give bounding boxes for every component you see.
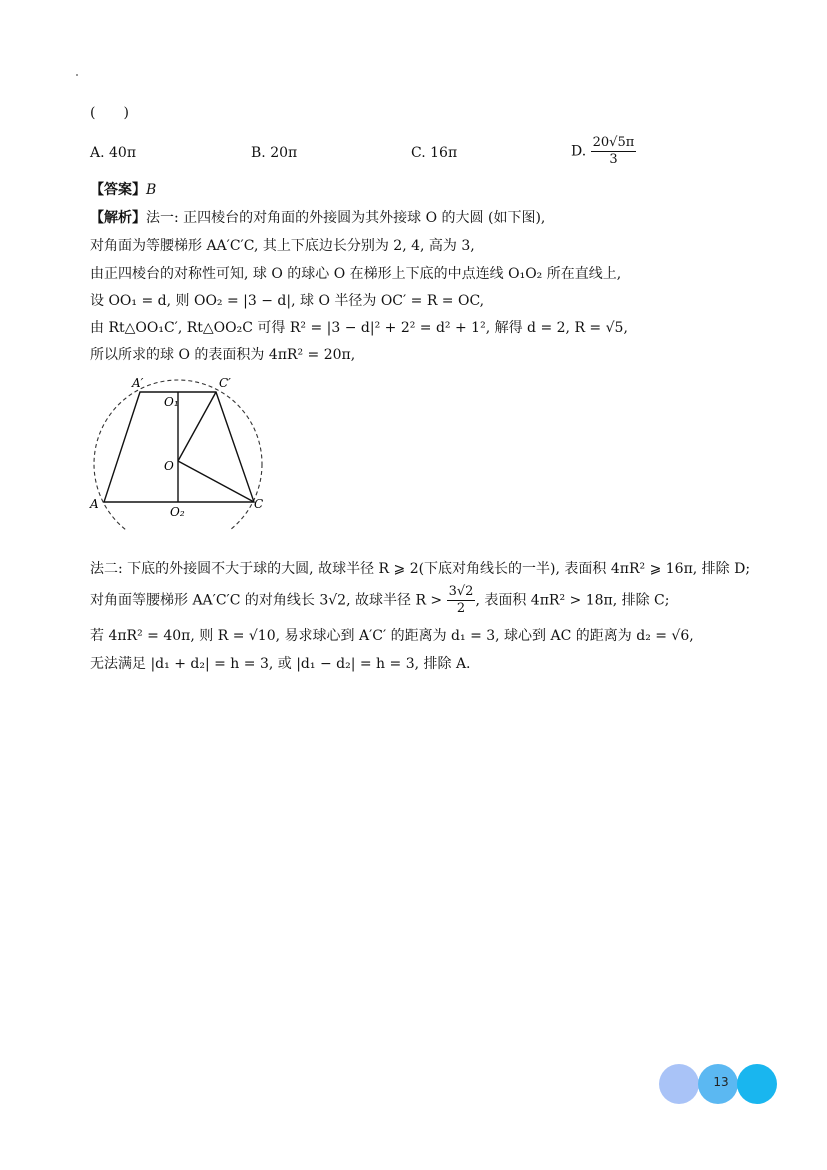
option-d-fraction (591, 135, 637, 168)
badge-circle-right (737, 1064, 777, 1104)
page-number: 13 (713, 1075, 729, 1089)
badge-circle-left (659, 1064, 699, 1104)
solution-line-2: 对角面为等腰梯形 AA′C′C, 其上下底边长分别为 2, 4, 高为 3, (90, 238, 475, 254)
option-a (90, 144, 136, 162)
option-d-numerator: 20√5π (592, 135, 635, 150)
label-a: A (90, 497, 99, 511)
option-c (411, 144, 457, 162)
method2-denominator: 2 (456, 601, 466, 616)
label-o: O (164, 459, 174, 473)
label-c: C (254, 497, 264, 511)
method2-line-2-after: , 表面积 4πR² > 18π, 排除 C; (475, 592, 670, 609)
solution-text-1: 法一: 正四棱台的对角面的外接圆为其外接球 O 的大圆 (如下图), (146, 210, 546, 226)
option-d-letter: D. (571, 143, 587, 160)
solution-line-5: 由 Rt△OO₁C′, Rt△OO₂C 可得 R² = |3 − d|² + 2² = d² + 1², 解得 d = 2, R = √5, (90, 320, 628, 336)
trapezoid-circle-figure (86, 370, 286, 530)
option-d (571, 135, 636, 168)
answer-value: B (146, 182, 157, 198)
method2-line-3: 若 4πR² = 40π, 则 R = √10, 易求球心到 A′C′ 的距离为 d₁ = 3, 球心到 AC 的距离为 d₂ = √6, (90, 628, 694, 644)
solution-line-3: 由正四棱台的对称性可知, 球 O 的球心 O 在梯形上下底的中点连线 O₁O₂ 所在直线上, (90, 266, 622, 282)
option-b-letter: B. (251, 145, 266, 161)
solution-line-6: 所以所求的球 O 的表面积为 4πR² = 20π, (90, 347, 356, 363)
method2-line-4: 无法满足 |d₁ + d₂| = h = 3, 或 |d₁ − d₂| = h = 3, 排除 A. (90, 656, 471, 672)
option-c-letter: C. (411, 145, 426, 161)
label-o1: O₁ (164, 395, 179, 409)
isosceles-trapezoid (104, 392, 254, 502)
question-bracket: ( ) (90, 105, 129, 121)
answer (90, 181, 156, 199)
option-b-value: 20π (270, 145, 298, 161)
option-d-denominator: 3 (609, 152, 618, 167)
solution-label: 【解析】 (90, 210, 146, 226)
method2-fraction (447, 584, 476, 617)
answer-label: 【答案】 (90, 182, 146, 198)
method2-line-2-before: 对角面等腰梯形 AA′C′C 的对角线长 3√2, 故球半径 R > (90, 592, 443, 609)
option-a-value: 40π (109, 145, 137, 161)
segment-o-c-top (178, 392, 216, 461)
solution-line-1 (90, 209, 545, 227)
method2-line-1: 法二: 下底的外接圆不大于球的大圆, 故球半径 R ⩾ 2(下底对角线长的一半), 表面积 4πR² ⩾ 16π, 排除 D; (90, 561, 751, 577)
solution-line-4: 设 OO₁ = d, 则 OO₂ = |3 − d|, 球 O 半径为 OC′ = R = OC, (90, 293, 485, 309)
label-o2: O₂ (170, 505, 185, 519)
label-c-prime: C′ (219, 376, 231, 390)
corner-mark (76, 74, 78, 76)
option-a-letter: A. (90, 145, 105, 161)
option-b (251, 144, 297, 162)
label-a-prime: A′ (132, 376, 144, 390)
method2-line-2 (90, 584, 670, 617)
method2-numerator: 3√2 (448, 584, 474, 599)
option-c-value: 16π (430, 145, 458, 161)
